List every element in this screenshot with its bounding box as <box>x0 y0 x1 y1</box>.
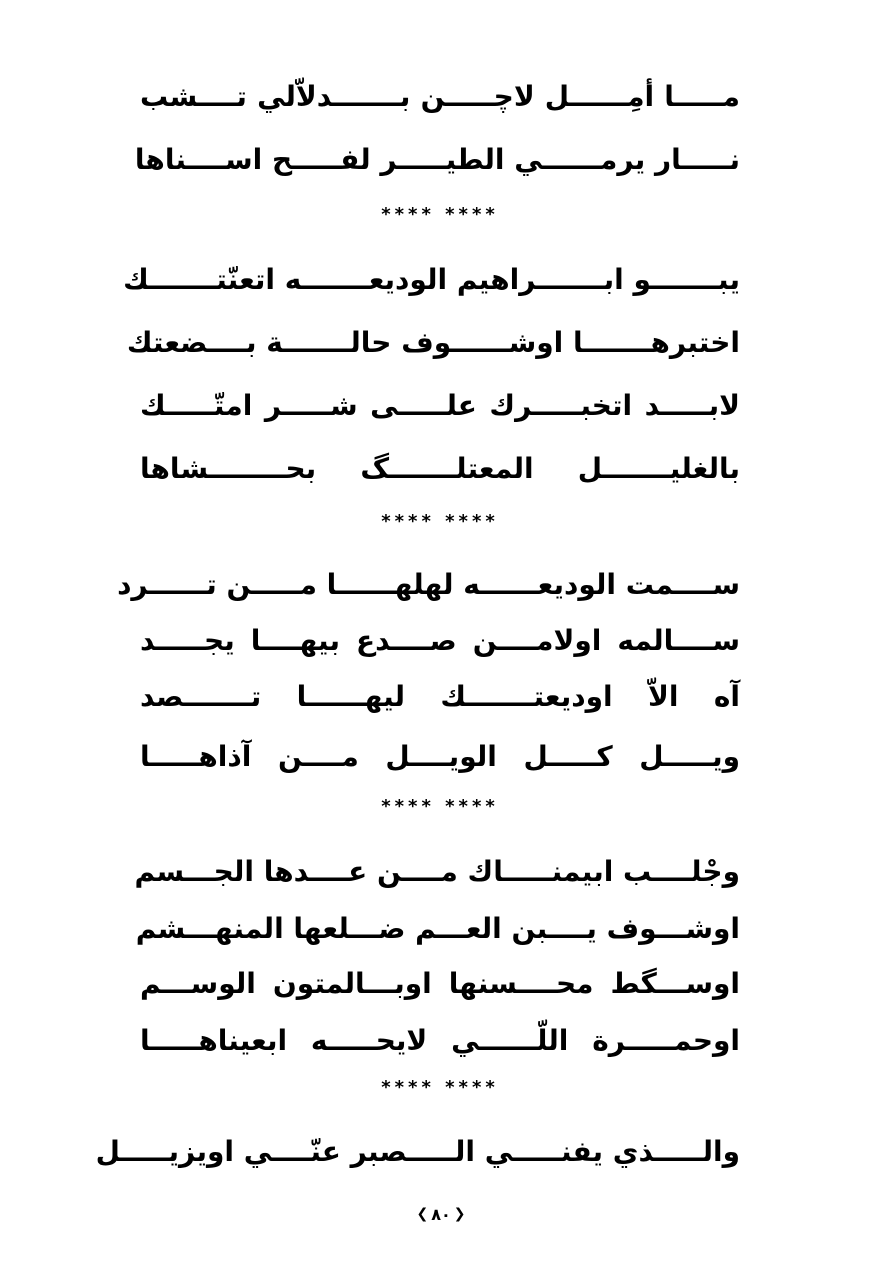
page-number <box>410 1197 472 1231</box>
verse-line: نـــــار يرمــــــي الطيـــــر لفـــــح اســــناها <box>134 143 740 176</box>
ornament-left-icon: ❮ <box>416 1206 429 1222</box>
verse-line: آه الاّ اوديعتـــــــك ليهــــــا تـــــــصد <box>140 680 740 713</box>
verse-line: بالغليـــــــل المعتلـــــــگ بحــــــــشاها <box>140 452 740 485</box>
verse-line: لابـــــد اتخبـــــرك علـــــى شـــــر امتّـــــك <box>140 389 740 422</box>
verse-line: اختبرهـــــــا اوشــــــوف حالـــــــة بــــضعتك <box>126 326 740 359</box>
page-number-text: ٨٠ <box>431 1204 451 1224</box>
verse-line: والـــــذي يفنـــــي الـــــصبر عنّــــي اويزيـــــل <box>95 1135 740 1168</box>
verse-line: مـــــا أمِــــــل لاچـــــن بـــــــدلاّلي تــــشب <box>140 80 740 113</box>
stanza-separator: **** **** <box>381 796 499 817</box>
verse-line: اوشـــوف يــــبن العـــم ضـــلعها المنهـــشم <box>135 912 740 945</box>
stanza-separator: **** **** <box>381 204 499 225</box>
ornament-right-icon: ❯ <box>453 1206 466 1222</box>
verse-line: يبـــــــو ابـــــــراهيم الوديعـــــــه اتعنّتـــــــك <box>123 263 740 296</box>
verse-line: ســــالمه اولامــــن صــــدع بيهــــا يجـــــد <box>140 624 740 657</box>
verse-line: اوســـگط محــــسنها اوبـــالمتون الوســـم <box>140 967 740 1000</box>
verse-line: ســــمت الوديعــــــه لهلهــــــا مـــــن تــــــرد <box>117 568 740 601</box>
stanza-separator: **** **** <box>381 1077 499 1098</box>
verse-line: ويـــــل كـــــل الويــــل مــــن آذاهـــــا <box>140 740 740 773</box>
stanza-separator: **** **** <box>381 511 499 532</box>
verse-line: اوحمـــــرة اللّــــــي لايحـــــه ابعيناهـــــا <box>140 1024 740 1057</box>
verse-line: وجْلــــب ابيمنـــــاك مــــن عــــدها الجـــسم <box>134 855 740 888</box>
